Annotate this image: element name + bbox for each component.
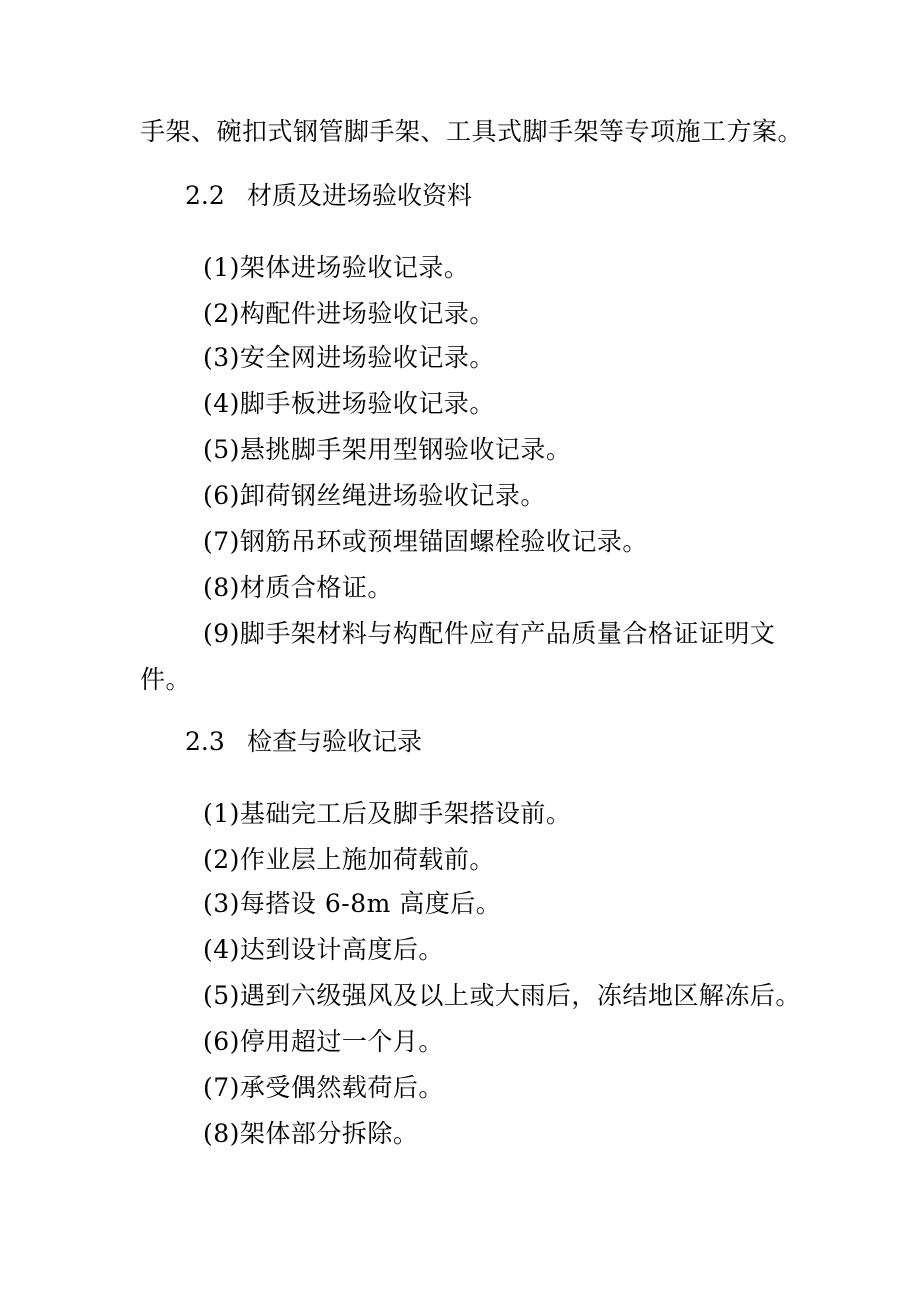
list-item: (3)每搭设 6-8m 高度后。: [203, 889, 502, 918]
list-item: (7)钢筋吊环或预埋锚固螺栓验收记录。: [203, 527, 648, 556]
list-item: (4)达到设计高度后。: [203, 935, 444, 964]
list-item-continuation: 件。: [140, 665, 192, 694]
list-item: (5)悬挑脚手架用型钢验收记录。: [203, 435, 572, 464]
list-item: (1)架体进场验收记录。: [203, 253, 470, 282]
list-item: (5)遇到六级强风及以上或大雨后，冻结地区解冻后。: [203, 981, 801, 1010]
section-number: 2.2: [185, 181, 225, 210]
list-item: (8)材质合格证。: [203, 573, 393, 602]
list-item: (2)作业层上施加荷载前。: [203, 845, 495, 874]
intro-text-line: 手架、碗扣式钢管脚手架、工具式脚手架等专项施工方案。: [140, 117, 804, 146]
section-title: 检查与验收记录: [247, 727, 423, 756]
list-item: (6)停用超过一个月。: [203, 1027, 444, 1056]
list-item: (7)承受偶然载荷后。: [203, 1073, 444, 1102]
list-item: (1)基础完工后及脚手架搭设前。: [203, 799, 572, 828]
section-number: 2.3: [185, 727, 225, 756]
section-heading-2-3: [185, 726, 422, 758]
section-title: 材质及进场验收资料: [247, 181, 473, 210]
section-heading-2-2: [185, 180, 472, 212]
list-item: (8)架体部分拆除。: [203, 1119, 419, 1148]
list-item: (3)安全网进场验收记录。: [203, 343, 495, 372]
list-item: (9)脚手架材料与构配件应有产品质量合格证证明文: [203, 619, 776, 648]
list-item: (2)构配件进场验收记录。: [203, 299, 495, 328]
list-item: (4)脚手板进场验收记录。: [203, 389, 495, 418]
list-item: (6)卸荷钢丝绳进场验收记录。: [203, 481, 546, 510]
